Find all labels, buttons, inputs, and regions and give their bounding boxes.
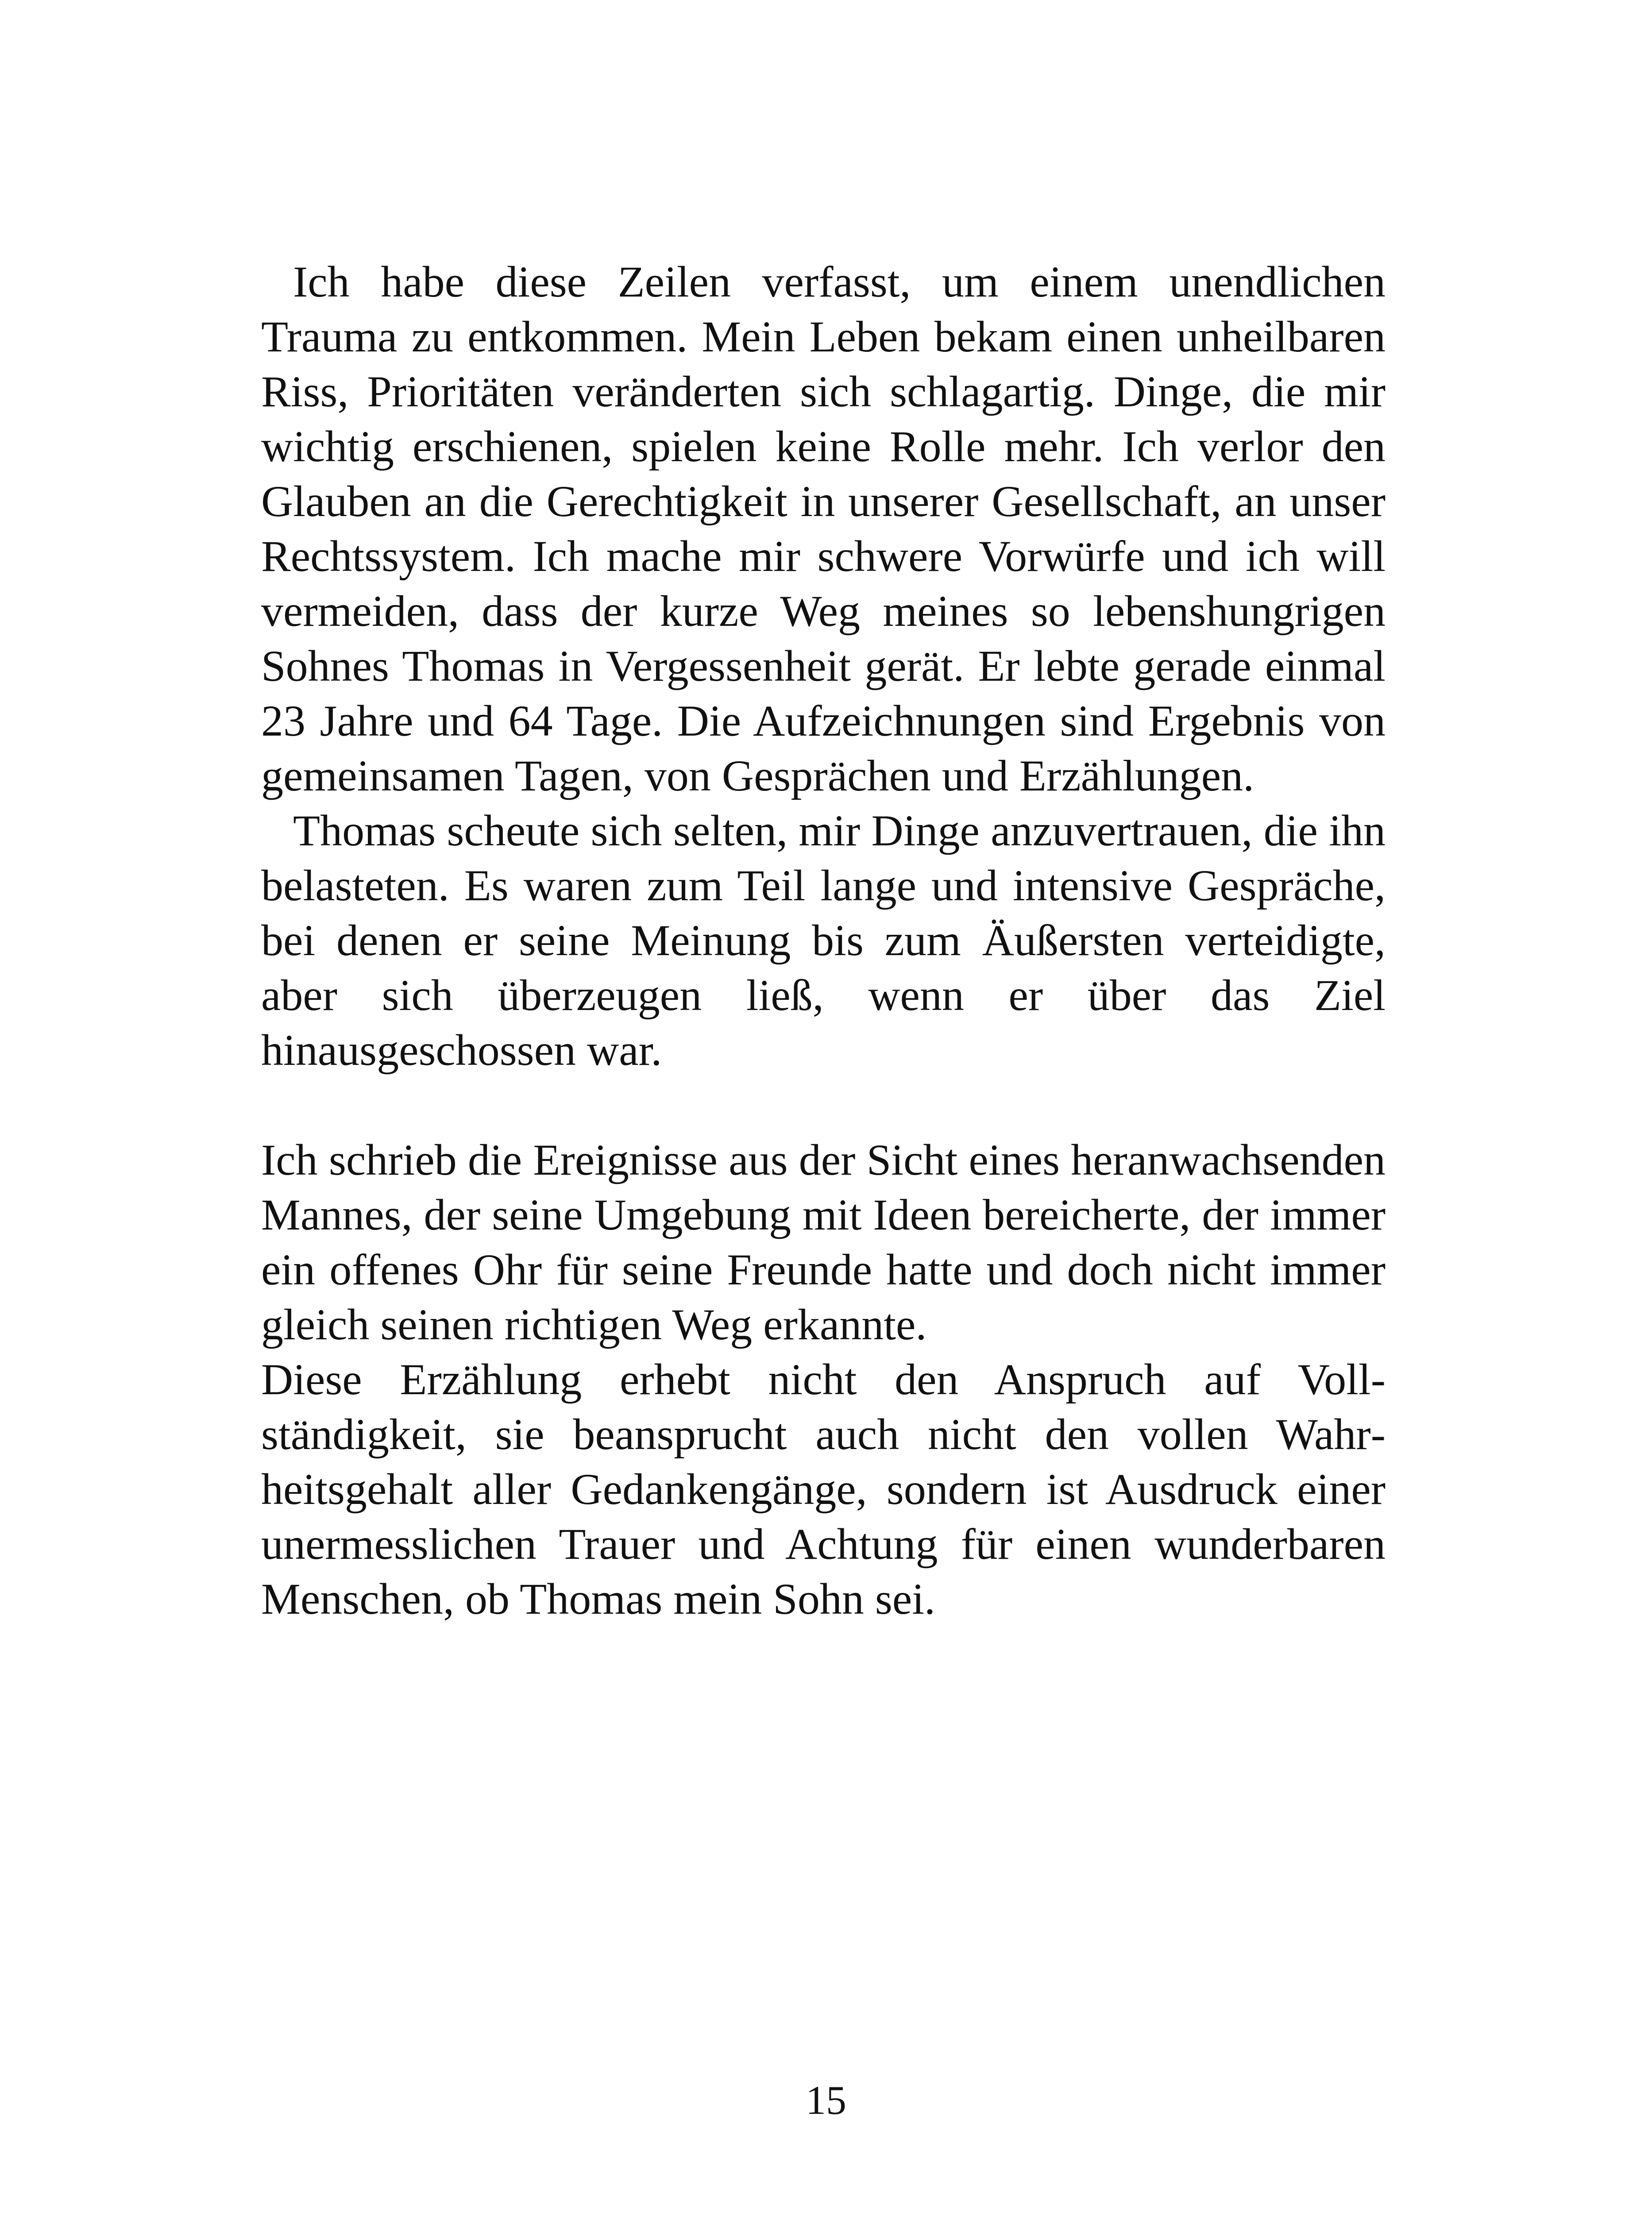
paragraph-thomas-conversations: Thomas scheute sich selten, mir Dinge anzuvertrauen, die ihn belasteten. Es waren zum Teil lange und intensive Gespräche, bei denen er seine Meinung bis zum Äußersten verteidigte, aber sich überzeugen ließ, wenn er über das Ziel hinausgeschossen war.: [261, 806, 1386, 1075]
paragraph-trauma: Ich habe diese Zeilen verfasst, um einem unendlichen Trauma zu entkommen. Mein Leben bekam einen unheilbaren Riss, Prioritäten veränderten sich schlagartig. Dinge, die mir wichtig erschienen, spielen keine Rolle mehr. Ich verlor den Glauben an die Gerechtigkeit in unserer Gesellschaft, an unser Rechtssystem. Ich mache mir schwere Vorwürfe und ich will vermeiden, dass der kurze Weg meines so lebenshungrigen Sohnes Thomas in Vergessenheit gerät. Er lebte gerade einmal 23 Jahre und 64 Tage. Die Aufzeichnungen sind Ergebnis von gemeinsamen Tagen, von Gesprächen und Erzählungen.: [261, 257, 1386, 800]
paragraph-perspective: Ich schrieb die Ereignisse aus der Sicht eines heranwachsenden Mannes, der seine Umgebung mit Ideen bereicherte, der immer ein offenes Ohr für seine Freunde hatte und doch nicht immer gleich seinen richtigen Weg erkannte.: [261, 1135, 1386, 1349]
page-number: 15: [806, 2078, 846, 2123]
paragraph-disclaimer: Diese Erzählung erhebt nicht den Anspruch auf Vollständigkeit, sie beansprucht auch nicht den vollen Wahrheitsgehalt aller Gedankengänge, sondern ist Ausdruck einer unermesslichen Trauer und Achtung für einen wunderbaren Menschen, ob Thomas mein Sohn sei.: [261, 1355, 1386, 1623]
body-text: [261, 254, 1386, 1627]
paragraph-gap: [261, 1078, 1386, 1133]
